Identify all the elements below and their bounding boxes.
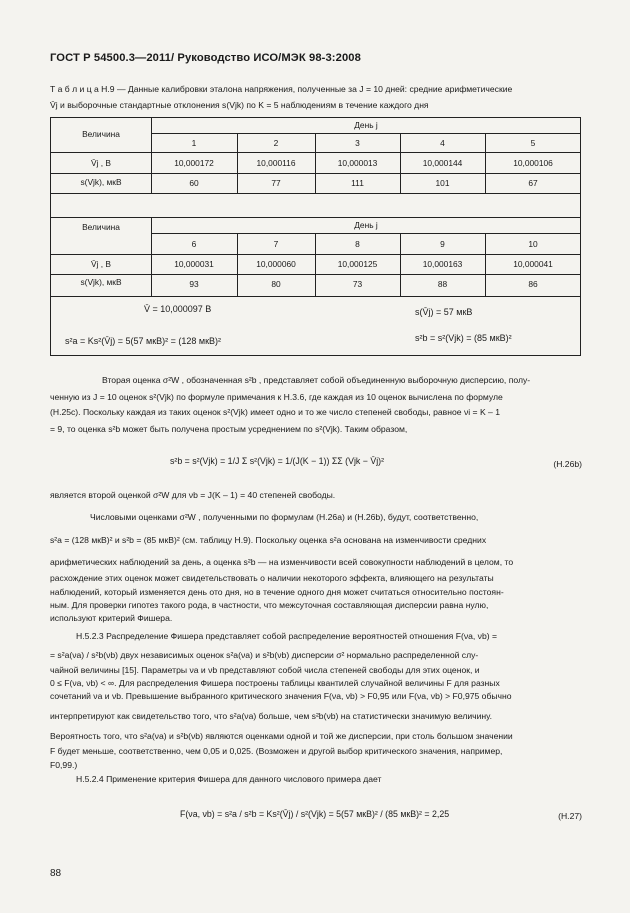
mean-value: 10,000144 — [422, 158, 463, 168]
sd-value: 86 — [528, 279, 538, 289]
paragraph-3-line-1: Числовыми оценками σ²W , полученными по формулам (Н.26а) и (Н.26b), будут, соответственно, — [90, 512, 479, 522]
row-label-mean: V̄j , В — [90, 158, 111, 168]
day-number: 10 — [528, 239, 538, 249]
equation-number-h26b: (Н.26b) — [553, 459, 582, 469]
column-header-quantity: Величина — [82, 222, 120, 232]
day-number: 5 — [530, 138, 536, 148]
mean-value: 10,000031 — [174, 259, 214, 269]
sd-value: 111 — [351, 178, 364, 188]
sd-value: 101 — [435, 178, 450, 188]
row-label-mean: V̄j , В — [90, 259, 111, 269]
summary-sd-of-means: s(V̄j) = 57 мкВ — [415, 307, 473, 317]
paragraph-4-line-6: интерпретируют как свидетельство того, что s²a(νa) больше, чем s²b(νb) на статистически значимую величину. — [50, 711, 492, 721]
sd-value: 73 — [352, 279, 363, 289]
paragraph-2: является второй оценкой σ²W для νb = J(K – 1) = 40 степеней свободы. — [50, 490, 336, 500]
sd-value: 88 — [437, 279, 448, 289]
day-number: 6 — [191, 239, 197, 249]
paragraph-6: Н.5.2.4 Применение критерия Фишера для данного числового примера дает — [76, 774, 382, 784]
day-number: 8 — [355, 239, 360, 249]
paragraph-4-line-3: чайной величины [15]. Параметры νa и νb представляют собой числа степеней свободы для этих оценок, и — [50, 665, 480, 675]
column-header-quantity: Величина — [82, 129, 120, 139]
paragraph-4-line-2: = s²a(νa) / s²b(νb) двух независимых оценок s²a(νa) и s²b(νb) дисперсии σ² нормально распределенной слу- — [50, 650, 479, 660]
day-number: 4 — [440, 138, 445, 148]
summary-sa2: s²a = Ks²(V̄j) = 5(57 мкВ)² = (128 мкВ)² — [65, 336, 222, 346]
page-number: 88 — [50, 868, 62, 879]
paragraph-3-line-3: арифметических наблюдений за день, а оценка s²b — на изменчивости всей совокупности наблюдений в целом, то — [50, 557, 514, 567]
sd-value: 60 — [189, 178, 199, 188]
day-number: 2 — [273, 138, 279, 148]
paragraph-4-line-5: сочетаний νa и νb. Превышение выбранного критического значения F(νa, νb) > F0,95 или F(νa, νb) > F0,975 обычно — [50, 691, 512, 701]
document-header: ГОСТ Р 54500.3—2011/ Руководство ИСО/МЭК 98-3:2008 — [50, 52, 361, 64]
calibration-table — [50, 117, 581, 356]
paragraph-3-line-2: s²a = (128 мкВ)² и s²b = (85 мкВ)² (см. таблицу Н.9). Поскольку оценка s²a основана на изменчивости средних — [50, 535, 487, 545]
paragraph-1-line-2: ченную из J = 10 оценок s²(Vjk) по формуле примечания к Н.3.6, где каждая из 10 оценок вычислена по формуле — [50, 392, 503, 402]
mean-value: 10,000116 — [256, 158, 296, 168]
equation-h26b: s²b = s²(Vjk) = 1/J Σ s²(Vjk) = 1/(J(K − 1)) ΣΣ (Vjk − V̄j)² — [170, 456, 385, 466]
paragraph-5-line-3: F0,99.) — [50, 760, 78, 770]
equation-number-h27: (Н.27) — [558, 811, 582, 821]
paragraph-1-line-1: Вторая оценка σ²W , обозначенная s²b , представляет собой объединенную выборочную дисперсию, полу- — [102, 375, 531, 385]
sd-value: 67 — [528, 178, 538, 188]
row-label-sd: s(Vjk), мкВ — [80, 177, 122, 187]
paragraph-3-line-5: наблюдений, который изменяется день ото дня, но в течение одного дня может считаться относительно постоян- — [50, 587, 504, 597]
paragraph-1-line-4: = 9, то оценка s²b может быть получена простым усреднением по s²(Vjk). Таким образом, — [50, 424, 408, 434]
paragraph-1-line-3: (Н.25с). Поскольку каждая из таких оценок s²(Vjk) имеет одно и то же число степеней свободы, равное νi = K – 1 — [50, 407, 501, 417]
paragraph-5-line-1: Вероятность того, что s²a(νa) и s²b(νb) являются оценками одной и той же дисперсии, при столь большом значении — [50, 731, 513, 741]
day-number: 9 — [440, 239, 445, 249]
mean-value: 10,000106 — [513, 158, 553, 168]
row-label-sd: s(Vjk), мкВ — [80, 277, 122, 287]
summary-sb2: s²b = s²(Vjk) = (85 мкВ)² — [415, 333, 512, 343]
mean-value: 10,000172 — [174, 158, 214, 168]
column-header-day: День j — [354, 220, 378, 230]
paragraph-4-line-1: Н.5.2.3 Распределение Фишера представляет собой распределение вероятностей отношения F(νa, νb) = — [76, 631, 498, 641]
sd-value: 80 — [271, 279, 281, 289]
mean-value: 10,000013 — [337, 158, 378, 168]
equation-h27: F(νa, νb) = s²a / s²b = Ks²(V̄j) / s²(Vjk) = 5(57 мкВ)² / (85 мкВ)² = 2,25 — [180, 809, 450, 819]
table-caption-line-1: Т а б л и ц а Н.9 — Данные калибровки эталона напряжения, полученные за J = 10 дней: средние арифметические — [50, 84, 513, 94]
mean-value: 10,000060 — [256, 259, 296, 269]
sd-value: 93 — [189, 279, 199, 289]
table-caption — [50, 81, 580, 113]
paragraph-3-line-4: расхождение этих оценок может свидетельствовать о наличии некоторого эффекта, влияющего на результаты — [50, 573, 494, 583]
day-number: 3 — [355, 138, 360, 148]
paragraph-5-line-2: F будет меньше, соответственно, чем 0,05 и 0,025. (Возможен и другой выбор критического значения, например, — [50, 746, 503, 756]
day-number: 1 — [191, 138, 197, 148]
mean-value: 10,000041 — [513, 259, 553, 269]
column-header-day: День j — [354, 120, 378, 130]
summary-grand-mean: V̄ = 10,000097 В — [144, 304, 212, 314]
sd-value: 77 — [271, 178, 281, 188]
mean-value: 10,000163 — [422, 259, 463, 269]
paragraph-4-line-4: 0 ≤ F(νa, νb) < ∞. Для распределения Фишера построены таблицы квантилей случайной величины F для разных — [50, 678, 500, 688]
table-caption-line-2: V̄j и выборочные стандартные отклонения s(Vjk) по K = 5 наблюдениям в течение каждого дня — [50, 100, 429, 110]
day-number: 7 — [273, 239, 279, 249]
paragraph-3-line-7: используют критерий Фишера. — [50, 613, 173, 623]
mean-value: 10,000125 — [337, 259, 378, 269]
paragraph-3-line-6: ным. Для проверки гипотез такого рода, в частности, что межсуточная составляющая дисперсии равна нулю, — [50, 600, 489, 610]
